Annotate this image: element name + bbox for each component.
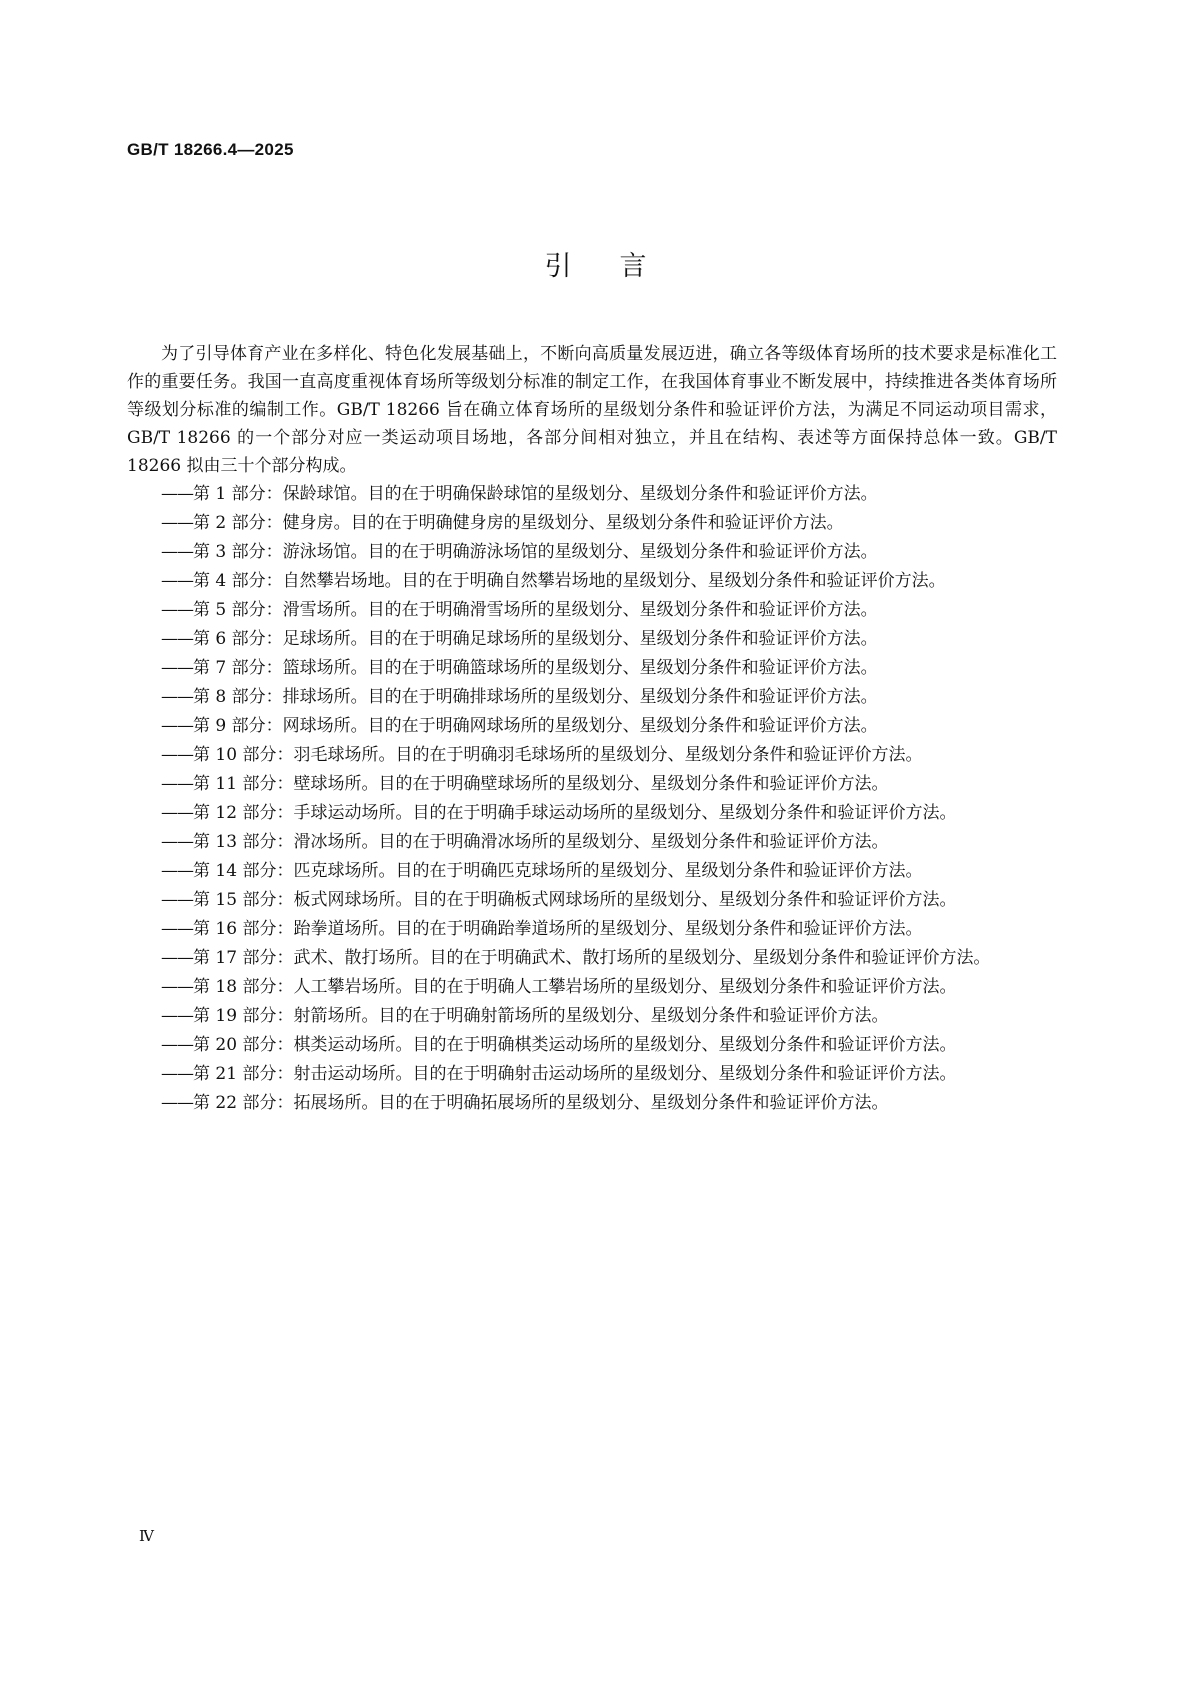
list-item [127,683,1057,712]
dash-marker: —— [161,1064,193,1084]
part-text: 第 8 部分：排球场所。目的在于明确排球场所的星级划分、星级划分条件和验证评价方法。 [193,687,878,707]
document-code: GB/T 18266.4—2025 [127,140,294,159]
parts-list [127,480,1057,1118]
part-text: 第 9 部分：网球场所。目的在于明确网球场所的星级划分、星级划分条件和验证评价方法。 [193,716,878,736]
list-item [127,480,1057,509]
list-item [127,799,1057,828]
part-text: 第 3 部分：游泳场馆。目的在于明确游泳场馆的星级划分、星级划分条件和验证评价方法。 [193,542,878,562]
dash-marker: —— [161,629,193,649]
dash-marker: —— [161,1035,193,1055]
list-item [127,625,1057,654]
list-item [127,857,1057,886]
dash-marker: —— [161,745,193,765]
dash-marker: —— [161,716,193,736]
part-text: 第 15 部分：板式网球场所。目的在于明确板式网球场所的星级划分、星级划分条件和验证评价方法。 [193,890,957,910]
part-text: 第 1 部分：保龄球馆。目的在于明确保龄球馆的星级划分、星级划分条件和验证评价方法。 [193,484,878,504]
dash-marker: —— [161,919,193,939]
list-item [127,1031,1057,1060]
list-item [127,1002,1057,1031]
list-item [127,712,1057,741]
part-text: 第 7 部分：篮球场所。目的在于明确篮球场所的星级划分、星级划分条件和验证评价方法。 [193,658,878,678]
dash-marker: —— [161,1006,193,1026]
part-text: 第 6 部分：足球场所。目的在于明确足球场所的星级划分、星级划分条件和验证评价方法。 [193,629,878,649]
part-text: 第 16 部分：跆拳道场所。目的在于明确跆拳道场所的星级划分、星级划分条件和验证评价方法。 [193,919,923,939]
dash-marker: —— [161,658,193,678]
dash-marker: —— [161,890,193,910]
list-item [127,973,1057,1002]
list-item [127,741,1057,770]
dash-marker: —— [161,774,193,794]
part-text: 第 22 部分：拓展场所。目的在于明确拓展场所的星级划分、星级划分条件和验证评价方法。 [193,1093,889,1113]
dash-marker: —— [161,977,193,997]
dash-marker: —— [161,803,193,823]
document-body [127,340,1057,1118]
dash-marker: —— [161,484,193,504]
dash-marker: —— [161,1093,193,1113]
part-text: 第 13 部分：滑冰场所。目的在于明确滑冰场所的星级划分、星级划分条件和验证评价方法。 [193,832,889,852]
part-text: 第 14 部分：匹克球场所。目的在于明确匹克球场所的星级划分、星级划分条件和验证评价方法。 [193,861,923,881]
list-item [127,567,1057,596]
list-item [127,1089,1057,1118]
list-item [127,509,1057,538]
list-item [127,1060,1057,1089]
list-item [127,828,1057,857]
list-item [127,654,1057,683]
list-item [127,886,1057,915]
dash-marker: —— [161,948,193,968]
list-item [127,770,1057,799]
part-text: 第 21 部分：射击运动场所。目的在于明确射击运动场所的星级划分、星级划分条件和验证评价方法。 [193,1064,957,1084]
list-item [127,944,1057,973]
part-text: 第 11 部分：壁球场所。目的在于明确壁球场所的星级划分、星级划分条件和验证评价方法。 [193,774,889,794]
part-text: 第 17 部分：武术、散打场所。目的在于明确武术、散打场所的星级划分、星级划分条件和验证评价方法。 [193,948,991,968]
dash-marker: —— [161,832,193,852]
list-item [127,596,1057,625]
part-text: 第 20 部分：棋类运动场所。目的在于明确棋类运动场所的星级划分、星级划分条件和验证评价方法。 [193,1035,957,1055]
part-text: 第 5 部分：滑雪场所。目的在于明确滑雪场所的星级划分、星级划分条件和验证评价方法。 [193,600,878,620]
dash-marker: —— [161,513,193,533]
page-number: Ⅳ [139,1527,154,1545]
dash-marker: —— [161,600,193,620]
list-item [127,915,1057,944]
dash-marker: —— [161,571,193,591]
part-text: 第 18 部分：人工攀岩场所。目的在于明确人工攀岩场所的星级划分、星级划分条件和验证评价方法。 [193,977,957,997]
part-text: 第 2 部分：健身房。目的在于明确健身房的星级划分、星级划分条件和验证评价方法。 [193,513,844,533]
dash-marker: —— [161,861,193,881]
part-text: 第 12 部分：手球运动场所。目的在于明确手球运动场所的星级划分、星级划分条件和验证评价方法。 [193,803,957,823]
part-text: 第 19 部分：射箭场所。目的在于明确射箭场所的星级划分、星级划分条件和验证评价方法。 [193,1006,889,1026]
part-text: 第 10 部分：羽毛球场所。目的在于明确羽毛球场所的星级划分、星级划分条件和验证评价方法。 [193,745,923,765]
page-title: 引言 [544,251,695,282]
list-item [127,538,1057,567]
dash-marker: —— [161,542,193,562]
intro-paragraph: 为了引导体育产业在多样化、特色化发展基础上，不断向高质量发展迈进，确立各等级体育场所的技术要求是标准化工作的重要任务。我国一直高度重视体育场所等级划分标准的制定工作，在我国体育事业不断发展中，持续推进各类体育场所等级划分标准的编制工作。GB/T 18266 旨在确立体育场所的星级划分条件和验证评价方法，为满足不同运动项目需求，GB/T 18266 的一个部分对应一类运动项目场地，各部分间相对独立，并且在结构、表述等方面保持总体一致。GB/T 18266 拟由三十个部分构成。 [127,344,1057,476]
part-text: 第 4 部分：自然攀岩场地。目的在于明确自然攀岩场地的星级划分、星级划分条件和验证评价方法。 [193,571,946,591]
dash-marker: —— [161,687,193,707]
